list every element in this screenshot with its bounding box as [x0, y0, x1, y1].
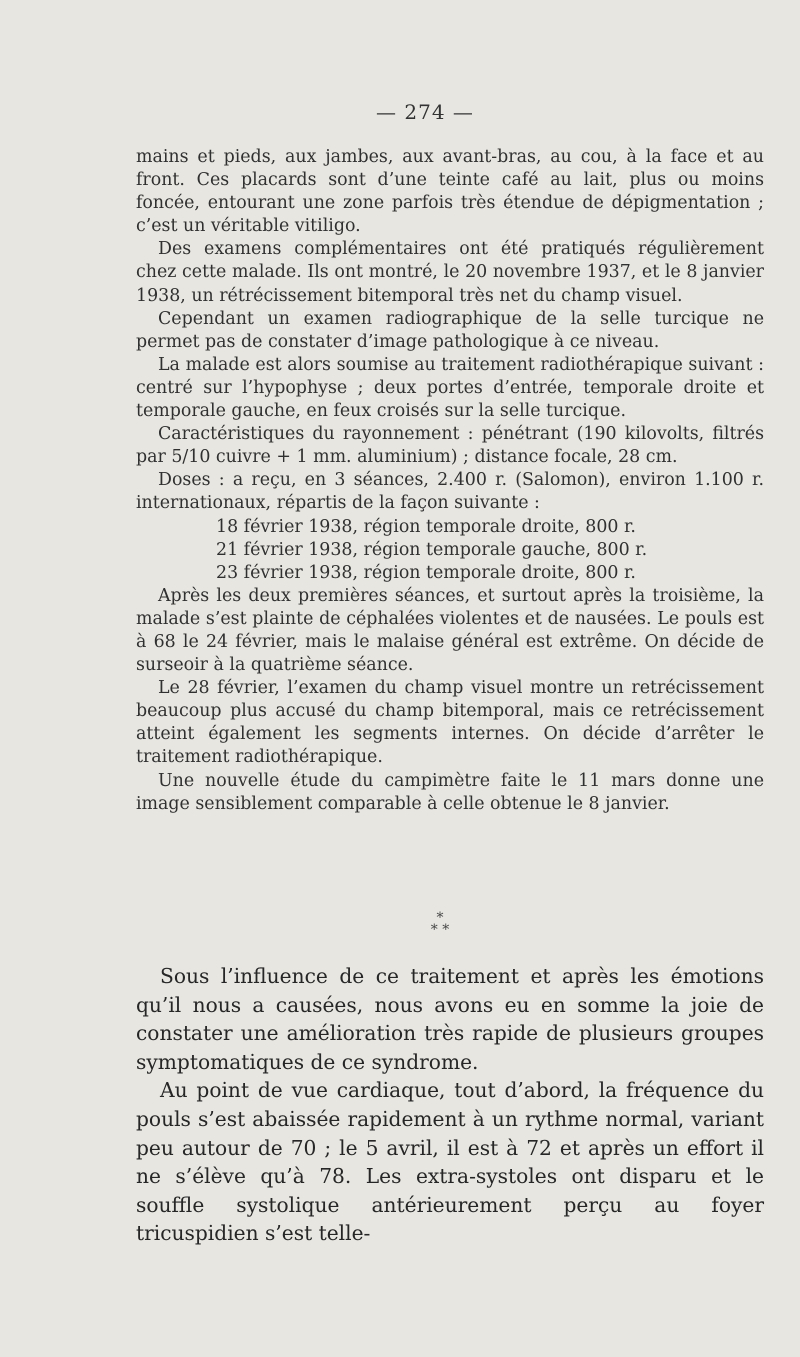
paragraph: mains et pieds, aux jambes, aux avant-bras, au cou, à la face et au front. Ces placards sont d’une teinte café au lait, plus ou moins foncée, entourant une zone parfois très étendue de dépigmentation ; c’est un véritable vitiligo. — [136, 147, 764, 237]
dose-list — [136, 516, 764, 585]
case-report-text — [136, 146, 764, 816]
dose-item: 23 février 1938, région temporale droite, 800 r. — [216, 562, 636, 583]
paragraph: Cependant un examen radiographique de la selle turcique ne permet pas de constater d’image pathologique à ce niveau. — [136, 308, 764, 352]
paragraph: Des examens complémentaires ont été pratiqués régulièrement chez cette malade. Ils ont montré, le 20 novembre 1937, et le 8 janvier 1938, un rétrécissement bitemporal très net du champ visuel. — [136, 239, 764, 306]
paragraph: Après les deux premières séances, et surtout après la troisième, la malade s’est plainte de céphalées violentes et de nausées. Le pouls est à 68 le 24 février, mais le malaise général est extrême. On décide de surseoir à la quatrième séance. — [136, 585, 764, 676]
paragraph: Doses : a reçu, en 3 séances, 2.400 r. (Salomon), environ 1.100 r. internationaux, répartis de la façon suivante : — [136, 470, 764, 514]
paragraph: Le 28 février, l’examen du champ visuel montre un retrécissement beaucoup plus accusé du champ bitemporal, mais ce retrécissement atteint également les segments internes. On décide d’arrêter le traitement radiothérapique. — [136, 678, 764, 768]
page-number: — 274 — — [376, 100, 474, 124]
paragraph: Caractéristiques du rayonnement : pénétrant (190 kilovolts, filtrés par 5/10 cuivre + 1 mm. aluminium) ; distance focale, 28 cm. — [136, 424, 764, 468]
asterism-top: * — [436, 910, 444, 926]
paragraph: Au point de vue cardiaque, tout d’abord, la fréquence du pouls s’est abaissée rapidement à un rythme normal, variant peu autour de 70 ; le 5 avril, il est à 72 et après un effort il ne s’élève qu’à 78. Les extra-systoles ont disparu et le souffle systolique antérieurement perçu au foyer tricuspidien s’est telle- — [136, 1078, 764, 1246]
dose-item: 18 février 1938, région temporale droite, 800 r. — [216, 516, 636, 537]
discussion-text — [136, 962, 764, 1248]
asterism-separator — [420, 912, 460, 936]
dose-item: 21 février 1938, région temporale gauche, 800 r. — [216, 539, 648, 560]
asterism-bottom: * * — [430, 922, 450, 938]
paragraph: La malade est alors soumise au traitement radiothérapique suivant : centré sur l’hypophyse ; deux portes d’entrée, temporale droite et temporale gauche, en feux croisés sur la selle turcique. — [136, 354, 764, 422]
paragraph: Sous l’influence de ce traitement et après les émotions qu’il nous a causées, nous avons eu en somme la joie de constater une amélioration très rapide de plusieurs groupes symptomatiques de ce syndrome. — [136, 964, 764, 1074]
paragraph: Une nouvelle étude du campimètre faite le 11 mars donne une image sensiblement comparable à celle obtenue le 8 janvier. — [136, 770, 764, 814]
